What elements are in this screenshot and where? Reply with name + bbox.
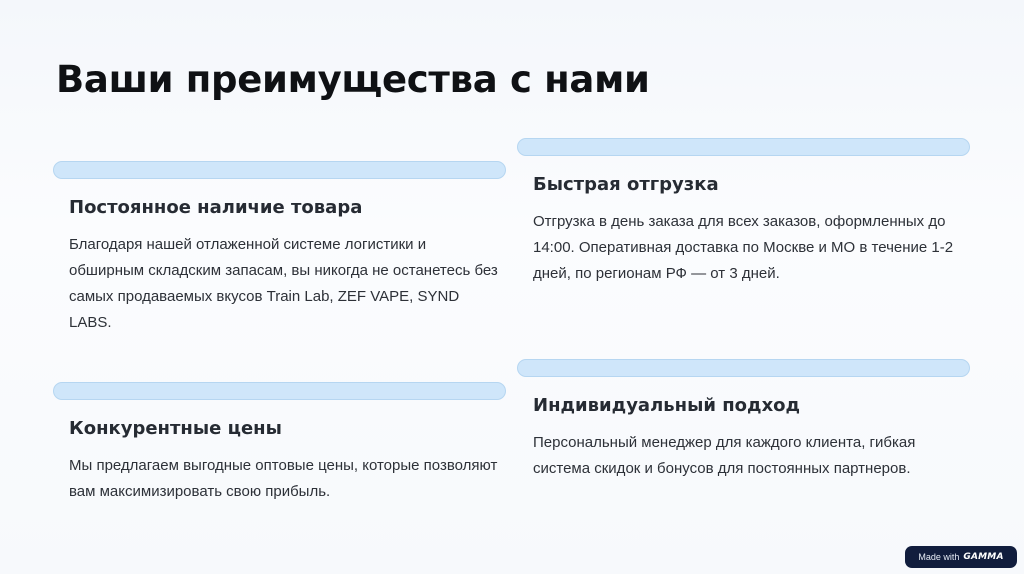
card-text: Благодаря нашей отлаженной системе логистики и обширным складским запасам, вы никогда не останетесь без самых продаваемых вкусов Train Lab, ZEF VAPE, SYND LABS.	[69, 236, 498, 331]
card-accent-bar	[53, 382, 506, 400]
card-title: Индивидуальный подход	[533, 395, 801, 416]
card-accent-bar	[517, 359, 970, 377]
made-with-gamma-badge[interactable]	[905, 546, 1017, 568]
card-title: Постоянное наличие товара	[69, 197, 363, 218]
card-stock-availability	[53, 161, 506, 336]
badge-made-with-label: Made with	[918, 552, 960, 562]
gamma-logo: GAMMA	[963, 552, 1004, 562]
card-individual-approach	[517, 359, 970, 482]
card-fast-shipping	[517, 138, 970, 287]
card-text: Персональный менеджер для каждого клиента, гибкая система скидок и бонусов для постоянных партнеров.	[533, 434, 916, 477]
card-accent-bar	[517, 138, 970, 156]
slide-title: Ваши преимущества с нами	[56, 58, 650, 101]
card-text: Мы предлагаем выгодные оптовые цены, которые позволяют вам максимизировать свою прибыль.	[69, 457, 498, 500]
card-accent-bar	[53, 161, 506, 179]
card-title: Конкурентные цены	[69, 418, 282, 439]
card-competitive-prices	[53, 382, 506, 505]
card-text: Отгрузка в день заказа для всех заказов, оформленных до 14:00. Оперативная доставка по Москве и МО в течение 1-2 дней, по регионам РФ — от 3 дней.	[533, 213, 954, 282]
card-title: Быстрая отгрузка	[533, 174, 719, 195]
